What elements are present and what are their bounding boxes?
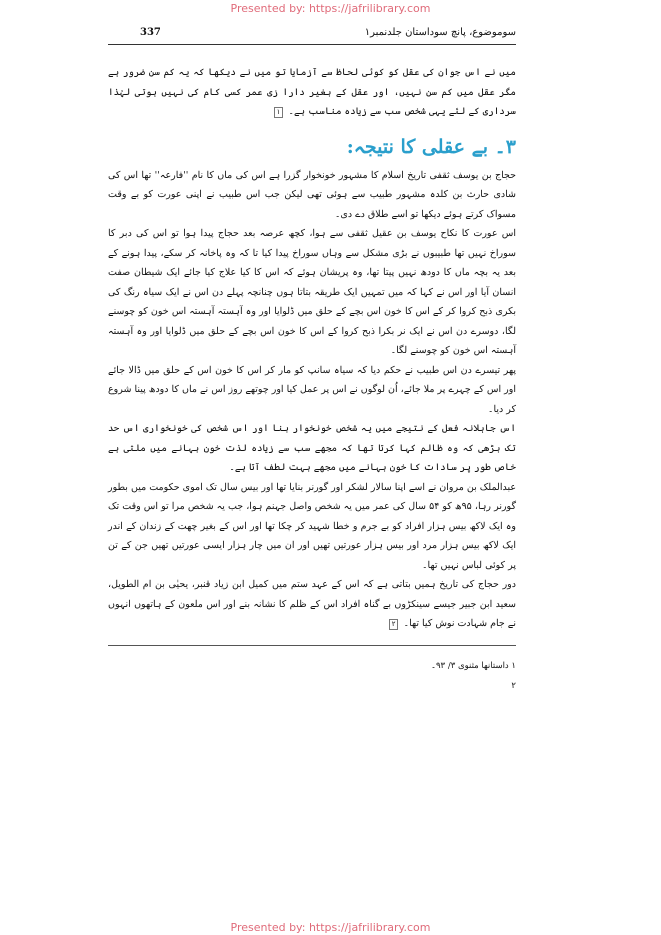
body-text [108,63,516,634]
paragraph-top [108,63,516,122]
section-title: ۳۔ بے عقلی کا نتیجہ: [346,135,516,158]
paragraph-3: پھر تیسرے دن اس طبیب نے حکم دیا کہ سیاہ سانپ کو مار کر اس کا خون اس کے حلق میں ڈالا جائے اور اس کے چہرے پر ملا جائے، اُن لوگوں نے اس پر عمل کیا اور چوتھے روز اس نے ماں کا دودھ پینا شروع کر دیا۔ [108,364,516,415]
paragraph-4: اس جاہلانہ فعل کے نتیجے میں یہ شخص خونخوار بنا اور اس شخص کی خونخواری اس حد تک بڑھی کہ وہ ظالم کہا کرتا تھا کہ مجھے سب سے زیادہ لذت خون بہانے میں ملتی ہے خاص طور پر سادات کا خون بہانے میں مجھے بہت لطف آتا ہے۔ [108,423,516,473]
footnotes [108,645,516,696]
footnote-1: ۱ داستانھا مثنوی ۳/ ۹۳۔ [431,661,516,671]
page-content [108,22,516,634]
watermark-top: Presented by: https://jafrilibrary.com [230,2,431,15]
page-header [108,22,516,45]
paragraph-1: حجاج بن یوسف ثقفی تاریخ اسلام کا مشہور خونخوار گزرا ہے اس کی ماں کا نام ''فارعہ'' تھا اس کی شادی حارث بن کلدہ مشہور طبیب سے ہوئی تھی لیکن جب اس طبیب نے اپنی عورت کو بے وقت مسواک کرتے ہوئے دیکھا تو اسے طلاق دے دی۔ [108,169,516,220]
running-title: سوموضوع، پانچ سوداستان جلدنمبر۱ [364,27,516,38]
footnote-2: ۲ [511,681,516,691]
footnote-marker-1[interactable]: ۱ [274,107,284,118]
paragraph-top-text: میں نے اس جوان کی عقل کو کوئی لحاظ سے آزمایا تو میں نے دیکھا کہ یہ کم سن ضرور ہے مگر عقل میں کم سن نہیں، اور عقل کے بغیر دارا زی عمر کسی کام کی نہیں ہوتی لہٰذا سرداری کے لئے یہی شخص سب سے زیادہ مناسب ہے۔ [108,67,516,117]
page-number: 337 [140,27,161,38]
paragraph-6-text: دور حجاج کی تاریخ ہمیں بتاتی ہے کہ اس کے عہد ستم میں کمیل ابن زیاد قنبر، یحیٰی بن ام الطویل، سعید ابن جبیر جیسے سینکڑوں بے گناہ افراد اس کے ظلم کا نشانہ بنے اور اس ملعون کے ہاتھوں انہوں نے جام شہادت نوش کیا تھا۔ [108,579,516,629]
watermark-bottom: Presented by: https://jafrilibrary.com [230,921,431,934]
paragraph-5: عبدالملک بن مروان نے اسے اپنا سالار لشکر اور گورنر بنایا تھا اور بیس سال تک اموی حکومت میں بطور گورنر رہا، ۹۵ھ کو ۵۴ سال کی عمر میں یہ شخص واصل جہنم ہوا، جب یہ شخص مرا تو اس وقت تک وہ ایک لاکھ بیس ہزار افراد کو بے جرم و خطا شہید کر چکا تھا اور اس کے بغیر چھت کے زندان کے اندر ایک لاکھ بیس ہزار مرد اور بیس ہزار عورتیں تھیں اور ان میں چار ہزار ایسی عورتیں تھیں جن کے تن پر کوئی لباس نہیں تھا۔ [108,481,516,571]
footnote-marker-2[interactable]: ۲ [389,619,399,630]
paragraph-6 [108,575,516,634]
paragraph-2: اس عورت کا نکاح یوسف بن عقیل ثقفی سے ہوا، کچھ عرصہ بعد حجاج پیدا ہوا تو اس کی دبر کا سوراخ نہیں تھا طبیبوں نے بڑی مشکل سے وہاں سوراخ پیدا کیا تا کہ وہ پاخانہ کر سکے، پیدا ہونے کے بعد یہ بچہ ماں کا دودھ نہیں پیتا تھا، وہ پریشان ہوئے کہ اس کا کیا علاج کیا جائے ایک شیطان صفت انسان آیا اور اس نے کہا کہ میں تمہیں ایک طریقہ بتاتا ہوں چنانچہ پہلے دن اس نے ایک سیاہ رنگ کی بکری ذبح کروا کر کے اس کا خون اس بچے کے حلق میں ڈلوایا اور وہ آہستہ آہستہ اس خون کو چوسنے لگا، دوسرے دن اس نے ایک نر بکرا ذبح کروا کے اس کا خون اس بچے کے حلق میں ڈلوایا اور وہ آہستہ آہستہ اس خون کو چوسنے لگا۔ [108,228,516,356]
